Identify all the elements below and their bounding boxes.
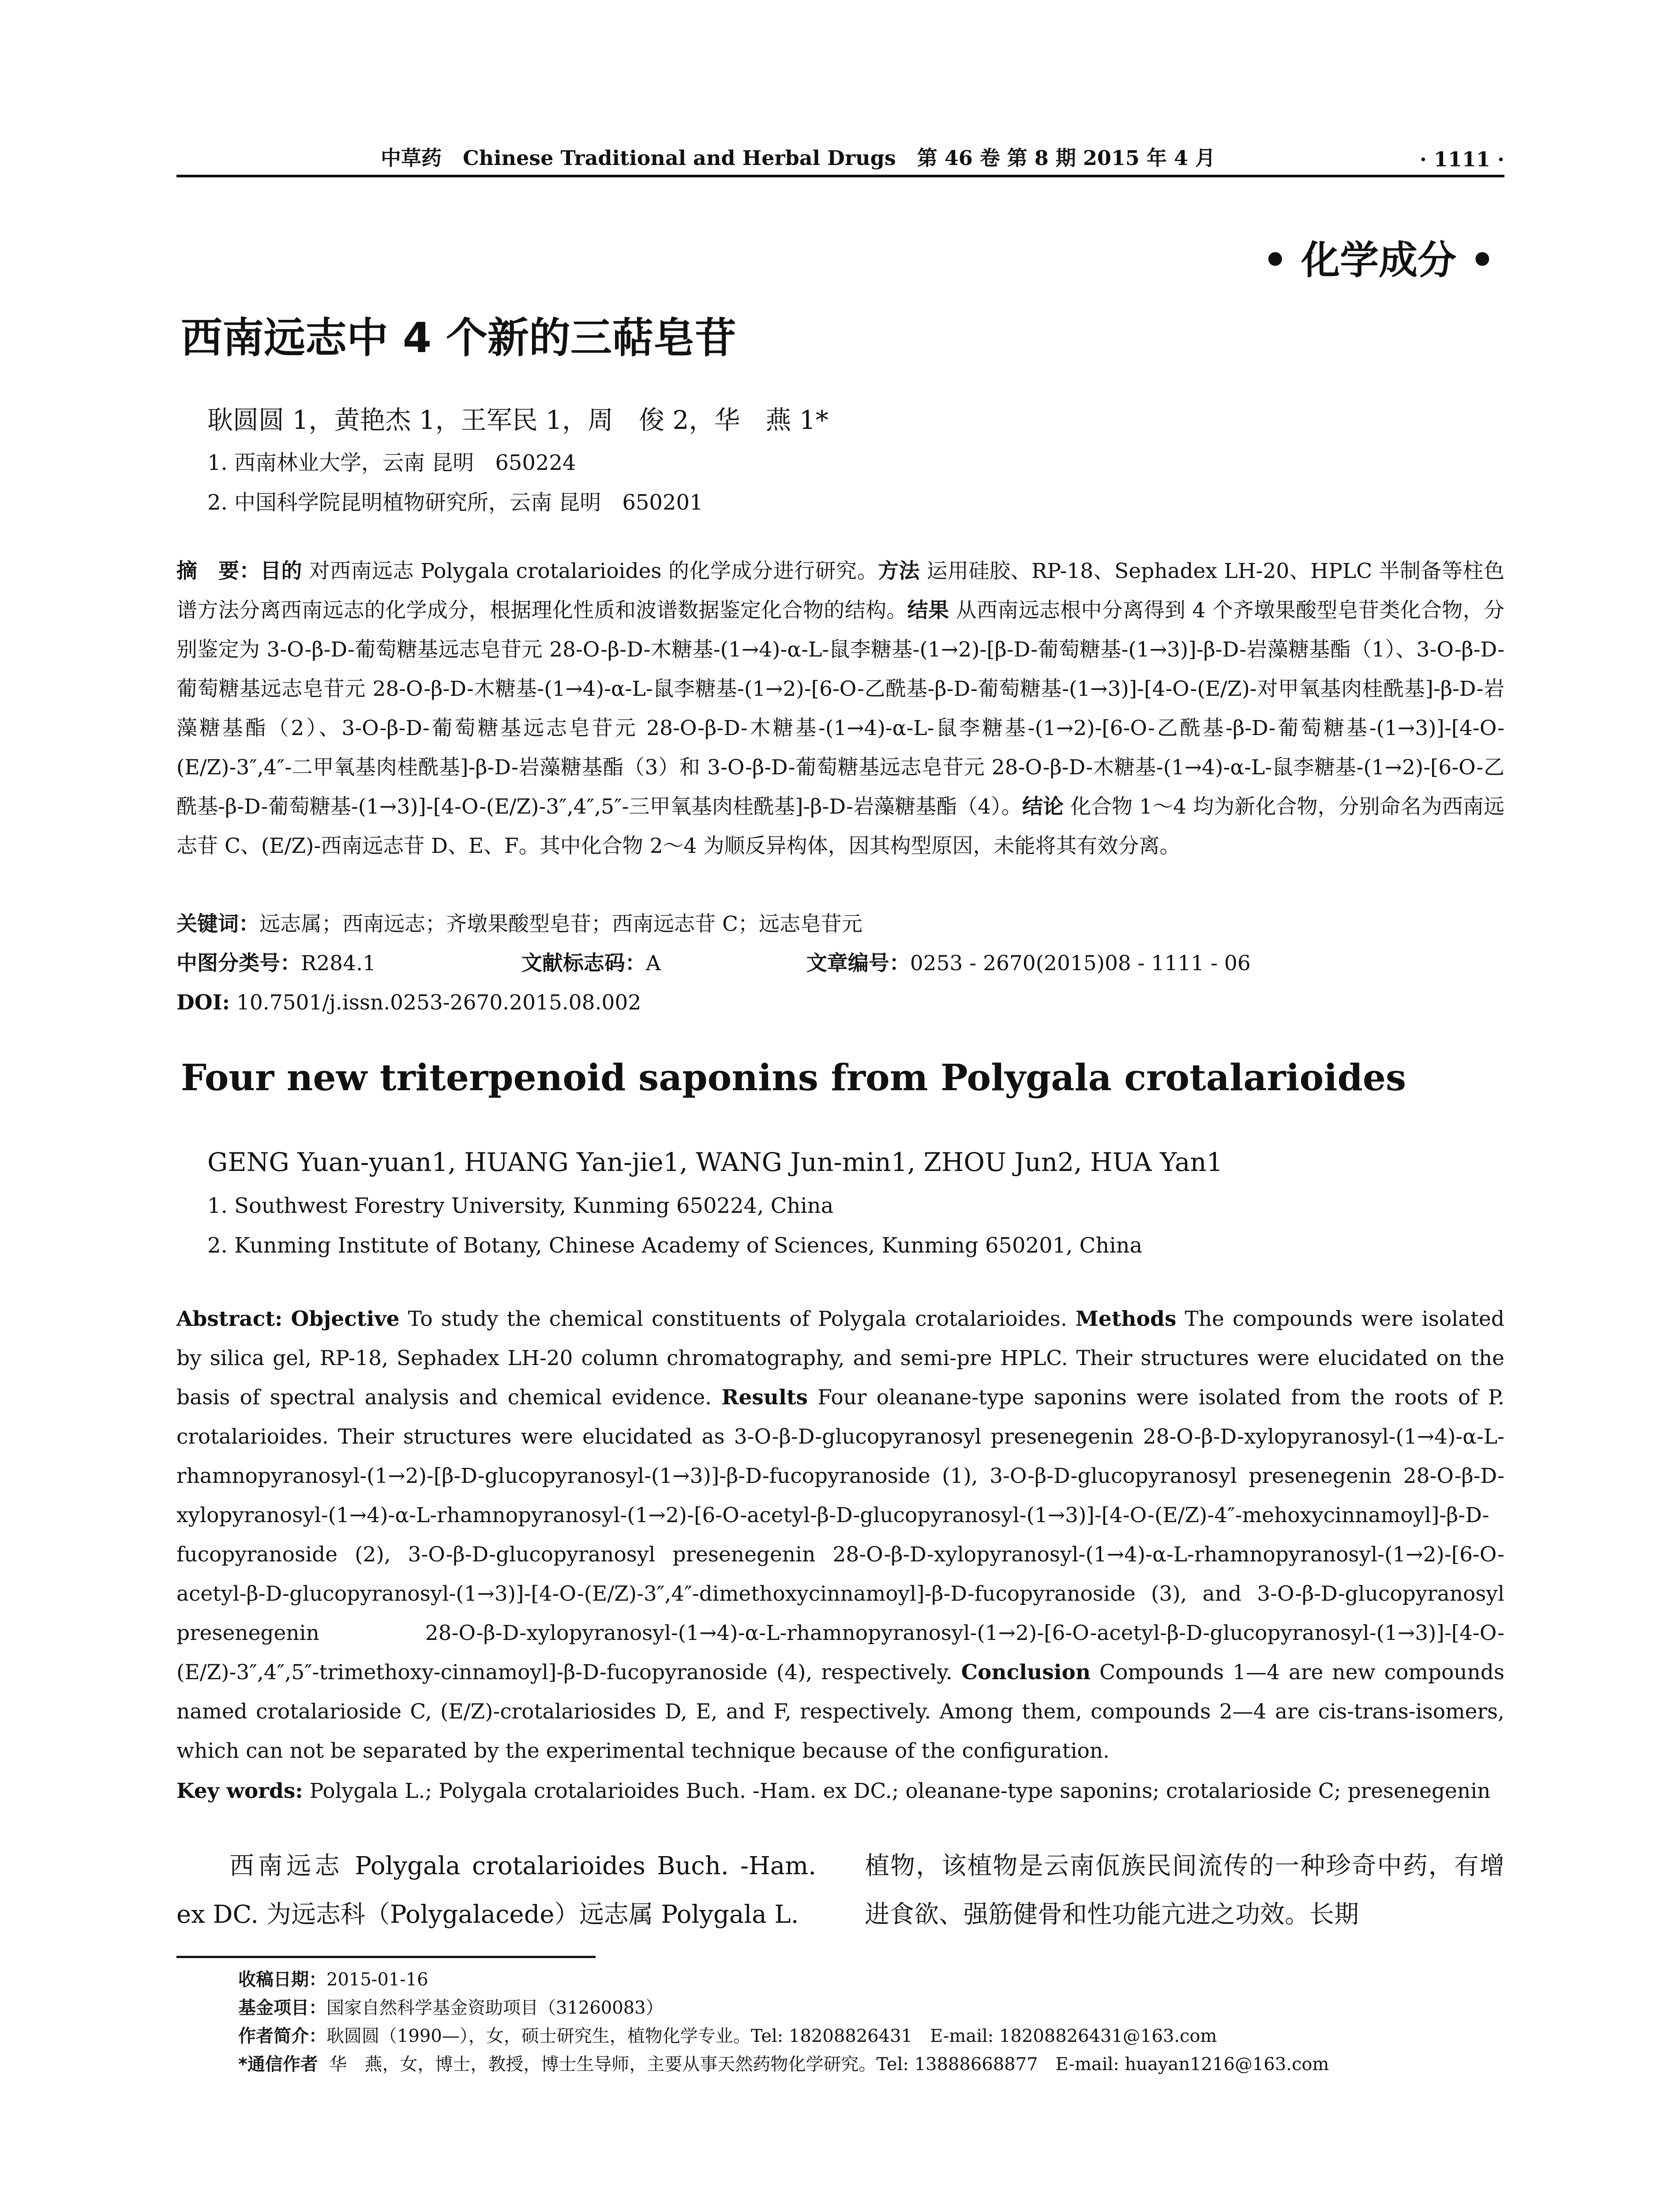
abstract-en-method: The compounds were isolated by silica gel, RP-18, Sephadex LH-20 column chromatography, and semi-pre HPLC. Their structures were elucidated on the basis of spectral analysis and chemical evidence. [176,1307,1504,1410]
footnote-rule [176,1956,596,1958]
doi-label: DOI: [176,990,230,1015]
journal-issue: 第 46 卷 第 8 期 2015 年 4 月 [917,146,1215,170]
keywords-en-label: Key words: [176,1779,303,1803]
affiliation-cn-1: 1. 西南林业大学，云南 昆明 650224 [207,450,576,475]
abstract-en-result-label: Results [721,1385,808,1410]
footnote-funding [238,1994,1504,2022]
running-header [176,140,1504,171]
authors-cn: 耿圆圆 1，黄艳杰 1，王军民 1，周 俊 2，华 燕 1* [207,405,829,435]
abstract-en-conclusion-label: Conclusion [961,1660,1091,1685]
article-number-value: 0253 - 2670(2015)08 - 1111 - 06 [910,951,1251,975]
keywords-en [176,1771,1504,1811]
footnote-text: 耿圆圆（1990—），女，硕士研究生，植物化学专业。Tel: 18208826431 E-mail: 18208826431@163.com [326,2026,1217,2046]
footnote-author-bio [238,2022,1504,2050]
abstract-cn-conclusion: 化合物 1～4 均为新化合物，分别命名为西南远志苷 C、(E/Z)-西南远志苷 D、E、F。其中化合物 2～4 为顺反异构体，因其构型原因，未能将其有效分离。 [176,795,1505,858]
footnote-label: 作者简介： [238,2026,326,2046]
doi-value: 10.7501/j.issn.0253-2670.2015.08.002 [236,990,641,1015]
body-column-left: 西南远志 Polygala crotalarioides Buch. -Ham. ex DC. 为远志科（Polygalacede）远志属 Polygala L. [176,1852,816,1929]
clc-label: 中图分类号： [176,951,301,975]
footnote-received [238,1966,1504,1994]
abstract-cn-label: 摘 要： [176,559,261,583]
clc-value: R284.1 [301,951,376,975]
abstract-cn-result: 从西南远志根中分离得到 4 个齐墩果酸型皂苷类化合物，分别鉴定为 3-O-β-D-葡萄糖基远志皂苷元 28-O-β-D-木糖基-(1→4)-α-L-鼠李糖基-(1→2)-[β-D-葡萄糖基-(1→3)]-β-D-岩藻糖基酯（1）、3-O-β-D-葡萄糖基远志皂苷元 28-O-β-D-木糖基-(1→4)-α-L-鼠李糖基-(1→2)-[6-O-乙酰基-β-D-葡萄糖基-(1→3)]-[4-O-(E/Z)-对甲氧基肉桂酰基]-β-D-岩藻糖基酯（2）、3-O-β-D-葡萄糖基远志皂苷元 28-O-β-D-木糖基-(1→4)-α-L-鼠李糖基-(1→2)-[6-O-乙酰基-β-D-葡萄糖基-(1→3)]-[4-O-(E/Z)-3″,4″-二甲氧基肉桂酰基]-β-D-岩藻糖基酯（3）和 3-O-β-D-葡萄糖基远志皂苷元 28-O-β-D-木糖基-(1→4)-α-L-鼠李糖基-(1→2)-[6-O-乙酰基-β-D-葡萄糖基-(1→3)]-[4-O-(E/Z)-3″,4″,5″-三甲氧基肉桂酰基]-β-D-岩藻糖基酯（4）。 [176,598,1505,819]
footnote-label: *通信作者 [238,2054,318,2075]
footnote-label: 基金项目： [238,1998,326,2018]
article-number-label: 文章编号： [806,951,910,975]
abstract-cn-method: 运用硅胶、RP-18、Sephadex LH-20、HPLC 半制备等柱色谱方法分离西南远志的化学成分，根据理化性质和波谱数据鉴定化合物的结构。 [176,559,1505,623]
affiliation-en-1: 1. Southwest Forestry University, Kunming 650224, China [207,1193,834,1218]
keywords-cn-text: 远志属；西南远志；齐墩果酸型皂苷；西南远志苷 C；远志皂苷元 [259,912,862,936]
abstract-en-conclusion: Compounds 1—4 are new compounds named crotalarioside C, (E/Z)-crotalariosides D, E, and F, respectively. Among them, compounds 2—4 are cis-trans-isomers, which can not be separated by the experimental technique because of the configuration. [176,1660,1505,1763]
abstract-cn-conclusion-label: 结论 [1022,795,1064,819]
abstract-cn-objective: 对西南远志 Polygala crotalarioides 的化学成分进行研究。 [309,559,878,583]
journal-name-cn: 中草药 [381,146,442,170]
abstract-en-method-label: Methods [1075,1307,1177,1331]
authors-en: GENG Yuan-yuan1, HUANG Yan-jie1, WANG Jun-min1, ZHOU Jun2, HUA Yan1 [207,1147,1223,1177]
abstract-cn-method-label: 方法 [878,559,920,583]
keywords-cn-label: 关键词： [176,912,259,936]
title-en: Four new triterpenoid saponins from Polygala crotalarioides [181,1057,1406,1099]
classification-line [176,944,1504,983]
footnote-text: 华 燕，女，博士，教授，博士生导师，主要从事天然药物化学研究。Tel: 13888668877 E-mail: huayan1216@163.com [329,2054,1329,2075]
abstract-en-objective-label: Objective [291,1307,400,1331]
footnote-label: 收稿日期： [238,1970,326,1990]
abstract-cn-result-label: 结果 [907,598,949,623]
journal-info [176,142,1420,171]
affiliation-cn-2: 2. 中国科学院昆明植物研究所，云南 昆明 650201 [207,490,703,515]
keywords-cn [176,904,1504,944]
abstract-cn-objective-label: 目的 [260,559,303,583]
keywords-en-text: Polygala L.; Polygala crotalarioides Buch. -Ham. ex DC.; oleanane-type saponins; crotalarioside C; presenegenin [309,1779,1491,1803]
doc-code-value: A [645,951,661,975]
abstract-cn [176,552,1504,866]
doi-line [176,983,1504,1022]
section-tag: • 化学成分 • [1263,237,1495,283]
abstract-en [176,1299,1504,1771]
footnotes [238,1966,1504,2078]
body-column-right: 植物，该植物是云南佤族民间流传的一种珍奇中药，有增进食欲、强筋健骨和性功能亢进之功效。长期 [865,1852,1504,1929]
journal-name-en: Chinese Traditional and Herbal Drugs [463,146,896,170]
footnote-corresponding [238,2050,1504,2078]
abstract-en-objective: To study the chemical constituents of Polygala crotalarioides. [408,1307,1067,1331]
footnote-text: 2015-01-16 [326,1970,428,1990]
doc-code-label: 文献标志码： [521,951,646,975]
title-cn: 西南远志中 4 个新的三萜皂苷 [181,314,736,362]
abstract-en-result: Four oleanane-type saponins were isolated from the roots of P. crotalarioides. Their structures were elucidated as 3-O-β-D-glucopyranosyl presenegenin 28-O-β-D-xylopyranosyl-(1→4)-α-L-rhamnopyranosyl-(1→2)-[β-D-glucopyranosyl-(1→3)]-β-D-fucopyranoside (1), 3-O-β-D-glucopyranosyl presenegenin 28-O-β-D-xylopyranosyl-(1→4)-α-L-rhamnopyranosyl-(1→2)-[6-O-acetyl-β-D-glucopyranosyl-(1→3)]-[4-O-(E/Z)-4″-mehoxycinnamoyl]-β-D-fucopyranoside (2), 3-O-β-D-glucopyranosyl presenegenin 28-O-β-D-xylopyranosyl-(1→4)-α-L-rhamnopyranosyl-(1→2)-[6-O-acetyl-β-D-glucopyranosyl-(1→3)]-[4-O-(E/Z)-3″,4″-dimethoxycinnamoyl]-β-D-fucopyranoside (3), and 3-O-β-D-glucopyranosyl presenegenin 28-O-β-D-xylopyranosyl-(1→4)-α-L-rhamnopyranosyl-(1→2)-[6-O-acetyl-β-D-glucopyranosyl-(1→3)]-[4-O-(E/Z)-3″,4″,5″-trimethoxy-cinnamoyl]-β-D-fucopyranoside (4), respectively. [176,1385,1504,1685]
footnote-text: 国家自然科学基金资助项目（31260083） [326,1998,664,2018]
page-number: · 1111 · [1419,147,1504,171]
affiliation-en-2: 2. Kunming Institute of Botany, Chinese Academy of Sciences, Kunming 650201, China [207,1233,1143,1258]
header-rule [176,175,1504,177]
abstract-en-label: Abstract: [176,1307,283,1331]
